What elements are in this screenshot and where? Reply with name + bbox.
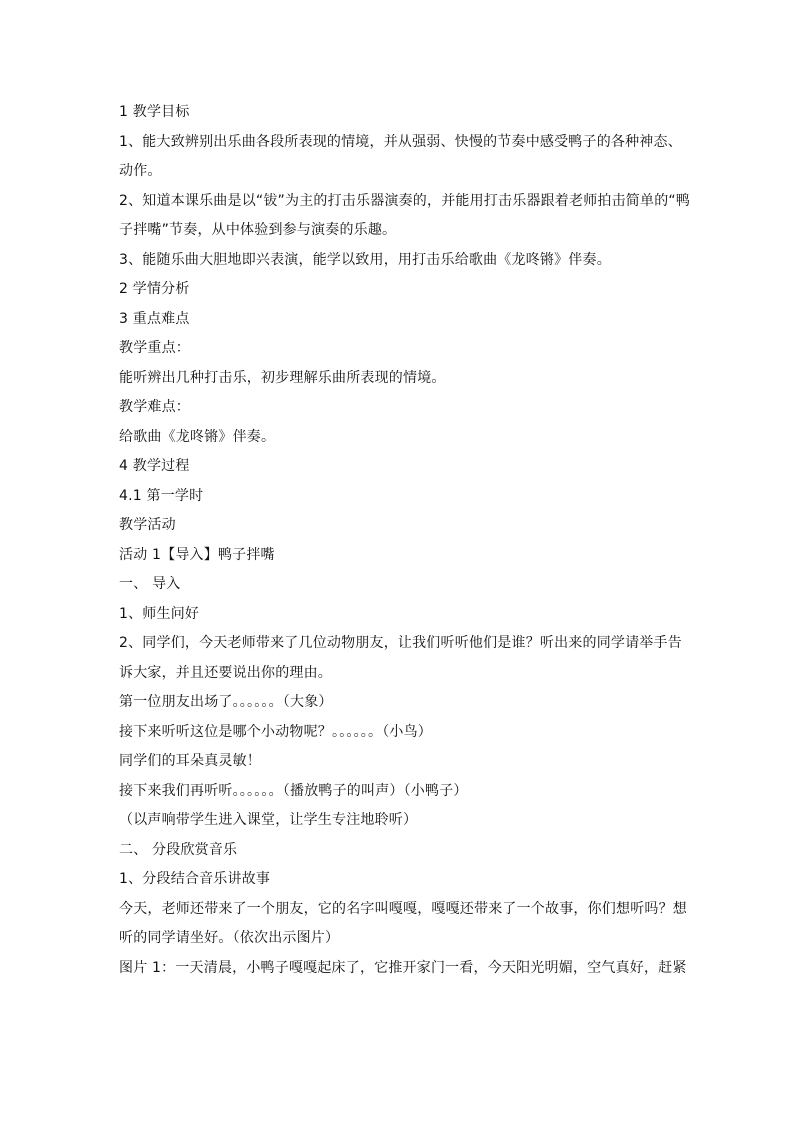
paragraph-line: 第一位朋友出场了。。。。。。（大象） bbox=[119, 694, 333, 710]
paragraph-line: 图片 1：一天清晨，小鸭子嘎嘎起床了，它推开家门一看，今天阳光明媚，空气真好，赶紧 bbox=[119, 959, 687, 976]
paragraph-line: 1、师生问好 bbox=[119, 605, 200, 622]
paragraph-line: 同学们的耳朵真灵敏！ bbox=[119, 753, 261, 769]
paragraph-line: 3、能随乐曲大胆地即兴表演，能学以致用，用打击乐给歌曲《龙咚锵》伴奏。 bbox=[119, 251, 611, 268]
paragraph-line: 动作。 bbox=[119, 163, 162, 179]
subsection-heading-first-lesson: 4.1 第一学时 bbox=[119, 487, 204, 504]
paragraph-line: 听的同学请坐好。（依次出示图片） bbox=[119, 930, 340, 946]
paragraph-line: （以声响带学生进入课堂，让学生专注地聆听） bbox=[119, 812, 418, 828]
paragraph-line: 1、能大致辨别出乐曲各段所表现的情境，并从强弱、快慢的节奏中感受鸭子的各种神态、 bbox=[119, 133, 682, 150]
paragraph-line: 能听辨出几种打击乐，初步理解乐曲所表现的情境。 bbox=[119, 369, 446, 386]
paragraph-line: 1、分段结合音乐讲故事 bbox=[119, 871, 271, 887]
document-body bbox=[119, 98, 689, 983]
paragraph-line: 诉大家，并且还要说出你的理由。 bbox=[119, 664, 332, 681]
section-heading-analysis: 2 学情分析 bbox=[119, 281, 190, 297]
subheading-difficulty: 教学难点： bbox=[119, 399, 190, 415]
paragraph-line: 接下来听听这位是哪个小动物呢？。。。。。。（小鸟） bbox=[119, 723, 432, 740]
subheading-key-point: 教学重点： bbox=[119, 340, 190, 356]
subheading-activities: 教学活动 bbox=[119, 517, 176, 533]
step-heading-intro: 一、 导入 bbox=[119, 576, 181, 592]
paragraph-line: 2、知道本课乐曲是以“钹”为主的打击乐器演奏的，并能用打击乐器跟着老师拍击简单的“鸭 bbox=[119, 192, 691, 209]
paragraph-line: 给歌曲《龙咚锵》伴奏。 bbox=[119, 428, 276, 445]
paragraph-line: 子拌嘴”节奏，从中体验到参与演奏的乐趣。 bbox=[119, 222, 397, 238]
section-heading-process: 4 教学过程 bbox=[119, 458, 190, 474]
paragraph-line: 2、同学们，今天老师带来了几位动物朋友，让我们听听他们是谁？听出来的同学请举手告 bbox=[119, 635, 682, 651]
paragraph-line: 接下来我们再听听。。。。。。（播放鸭子的叫声）（小鸭子） bbox=[119, 782, 468, 799]
paragraph-line: 今天，老师还带来了一个朋友，它的名字叫嘎嘎，嘎嘎还带来了一个故事，你们想听吗？想 bbox=[119, 900, 687, 917]
section-heading-objectives: 1 教学目标 bbox=[119, 104, 190, 120]
activity-heading: 活动 1【导入】鸭子拌嘴 bbox=[119, 546, 275, 563]
step-heading-listening: 二、 分段欣赏音乐 bbox=[119, 841, 238, 858]
section-heading-key-points: 3 重点难点 bbox=[119, 310, 190, 327]
